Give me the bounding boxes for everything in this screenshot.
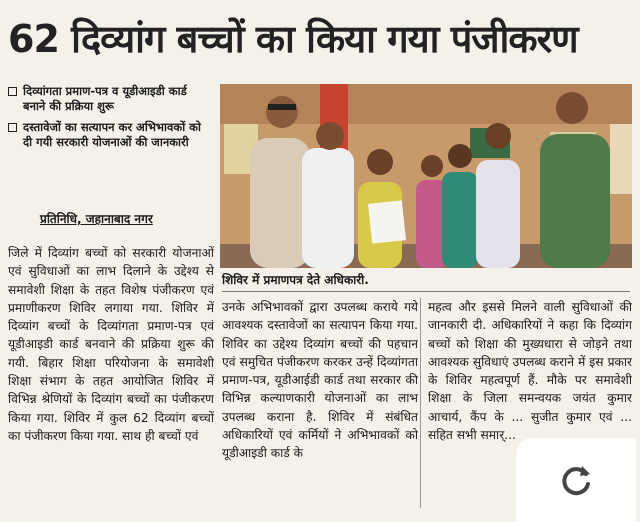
checkbox-square-icon <box>8 123 17 132</box>
bullet-text: दस्तावेजों का सत्यापन कर अभिभावकों को दी गयी सरकारी योजनाओं की जानकारी <box>23 120 201 149</box>
reload-icon <box>556 460 596 500</box>
photo-caption: शिविर में प्रमाणपत्र देते अधिकारी. <box>222 268 630 292</box>
checkbox-square-icon <box>8 87 17 96</box>
column-divider <box>420 298 421 508</box>
article-column-2: उनके अभिभावकों द्वारा उपलब्ध कराये गये आवश्यक दस्तावेजों का सत्यापन किया गया. शिविर का उद्देश्य दिव्यांग बच्चों की पहचान एवं समुचित पंजीकरण करकर उन्हें दिव्यांगता प्रमाण-पत्र, यूडीआईडी कार्ड तथा सरकार की विभिन्न कल्याणकारी योजनाओं का लाभ उपलब्ध कराना है. शिविर में संबंधित अधिकारियों एवं कर्मियों ने अभिभावकों को यूडीआइडी कार्ड के <box>222 300 418 461</box>
photo-illustration <box>220 84 632 268</box>
article-column-1: जिले में दिव्यांग बच्चों को सरकारी योजनाओं एवं सुविधाओं का लाभ दिलाने के उद्देश्य से समावेशी शिक्षा के तहत विशेष पंजीकरण एवं प्रमाणीकरण शिविर लगाया गया. शिविर में दिव्यांग बच्चों के दिव्यांगता प्रमाण-पत्र एवं यूडीआइडी कार्ड बनवाने की प्रक्रिया शुरू की गयी. बिहार शिक्षा परियोजना के समावेशी शिक्षा संभाग के तहत आयोजित शिविर में विभिन्न श्रेणियों के दिव्यांग बच्चों का पंजीकरण किया गया. शिविर में कुल 62 दिव्यांग बच्चों का पंजीकरण किया गया. साथ ही बच्चों एवं <box>8 246 214 443</box>
bullet-item <box>8 84 212 114</box>
reload-button[interactable] <box>516 438 636 522</box>
byline: प्रतिनिधि, जहानाबाद नगर <box>40 212 153 226</box>
bullet-list <box>8 84 212 156</box>
news-photo <box>220 84 632 268</box>
bullet-text: दिव्यांगता प्रमाण-पत्र व यूडीआइडी कार्ड बनाने की प्रक्रिया शुरू <box>23 84 187 113</box>
headline: 62 दिव्यांग बच्चों का किया गया पंजीकरण <box>8 17 578 61</box>
bullet-item <box>8 120 212 150</box>
article-column-3: महत्व और इससे मिलने वाली सुविधाओं की जानकारी दी. अधिकारियों ने कहा कि दिव्यांग बच्चों को शिक्षा की मुख्यधारा से जोड़ने तथा आवश्यक सुविधाएं उपलब्ध कराने में इस प्रकार के शिविर महत्वपूर्ण हैं. मौके पर समावेशी शिक्षा के जिला समन्वयक जयंत कुमार आचार्य, कैंप के ... सुजीत कुमार एवं ... सहित सभी समार्... <box>428 300 632 443</box>
